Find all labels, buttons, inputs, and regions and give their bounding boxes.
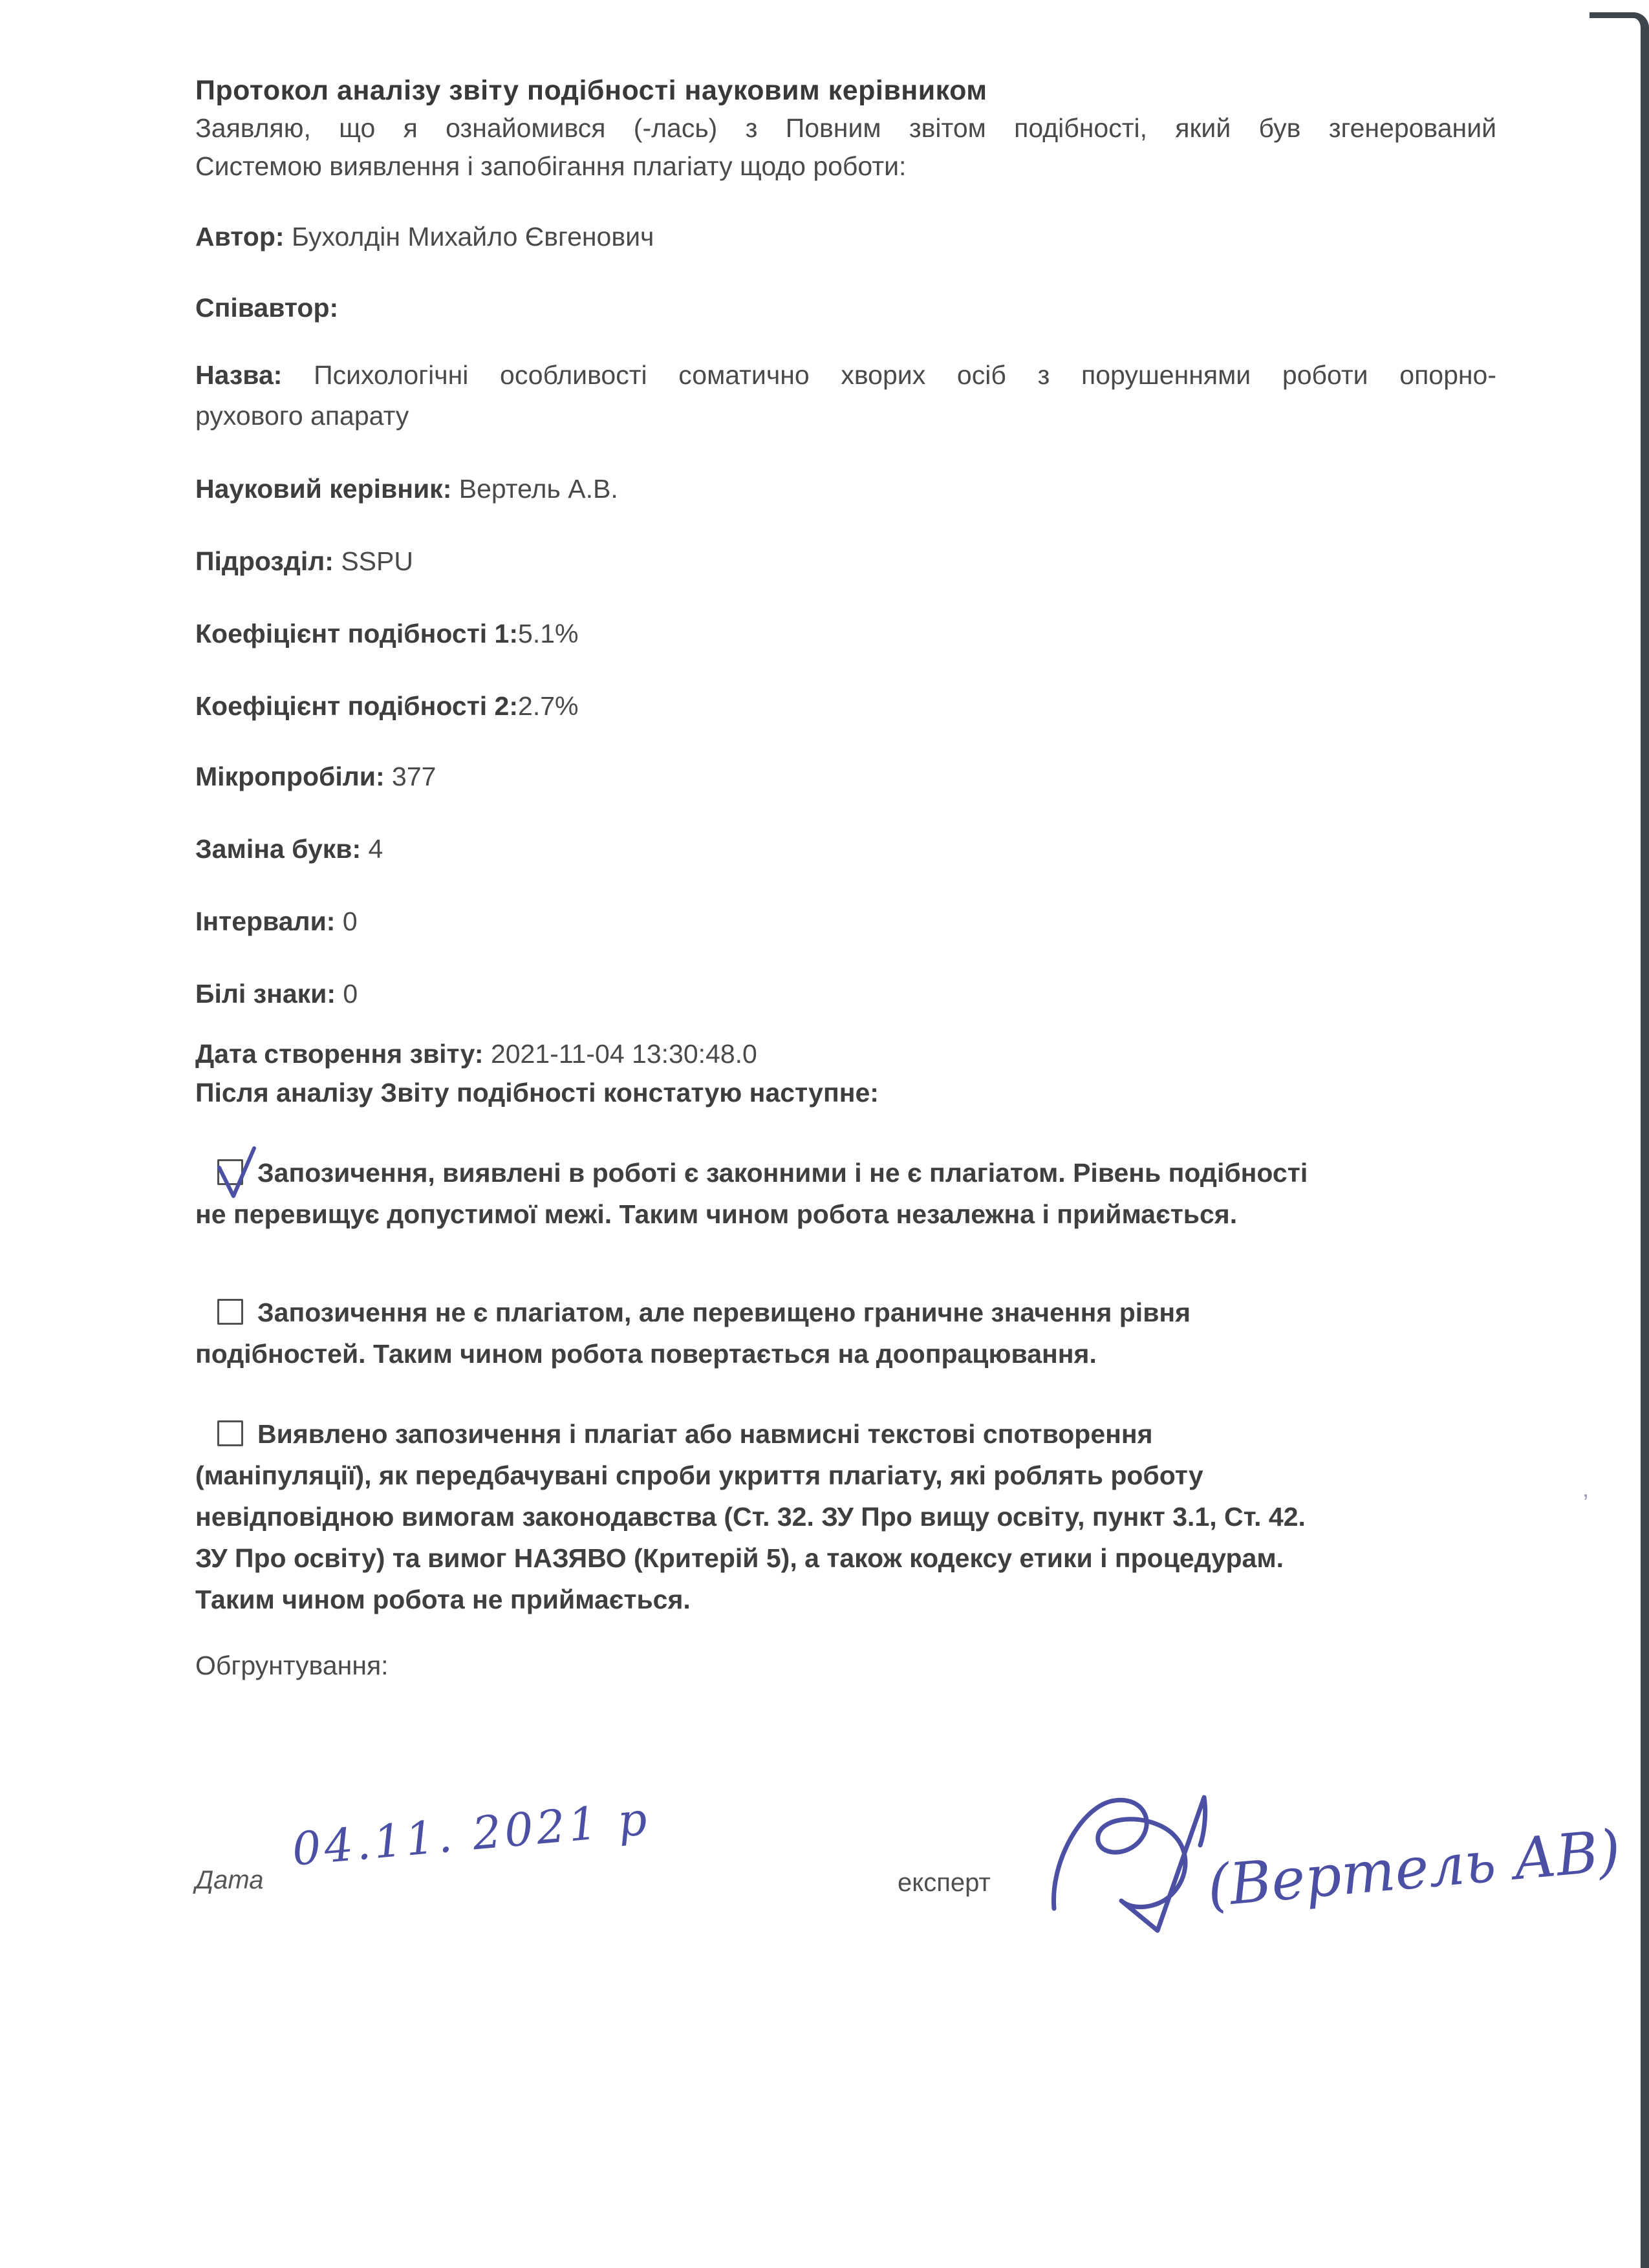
field-coauthor bbox=[195, 290, 1496, 326]
justification-label: Обгрунтування: bbox=[195, 1651, 389, 1680]
field-intervals-label: Інтервали: bbox=[195, 906, 336, 936]
option-legitimate-text1: Запозичення, виявлені в роботі є законними і не є плагіатом. Рівень подібності bbox=[257, 1158, 1308, 1188]
field-letter-substitution-value: 4 bbox=[361, 834, 383, 864]
signature bbox=[1033, 1771, 1641, 1972]
field-microspaces-value: 377 bbox=[384, 762, 436, 791]
checkbox-option-3[interactable] bbox=[217, 1420, 243, 1446]
field-coefficient-2-value: 2.7% bbox=[518, 691, 579, 721]
stray-pen-mark: ʼ bbox=[1583, 1491, 1589, 1518]
field-coefficient-1-label: Коефіцієнт подібності 1: bbox=[195, 619, 519, 648]
checkbox-option-2[interactable] bbox=[217, 1299, 243, 1325]
field-report-date-value: 2021-11-04 13:30:48.0 bbox=[483, 1039, 757, 1069]
field-coefficient-2-label: Коефіцієнт подібності 2: bbox=[195, 691, 519, 721]
signature-name-text: (Вертель АВ) bbox=[1204, 1817, 1623, 1920]
field-author-label: Автор: bbox=[195, 222, 285, 251]
option-plagiarism bbox=[195, 1413, 1496, 1620]
field-white-signs-value: 0 bbox=[336, 979, 358, 1009]
intro-line-2: Системою виявлення і запобігання плагіату щодо роботи: bbox=[195, 151, 907, 181]
field-coefficient-2 bbox=[195, 688, 1496, 724]
field-report-date-label: Дата створення звіту: bbox=[195, 1039, 484, 1069]
option-exceeded-text1: Запозичення не є плагіатом, але перевищено граничне значення рівня bbox=[257, 1298, 1191, 1327]
field-author-value: Бухолдін Михайло Євгенович bbox=[284, 222, 654, 251]
field-unit-value: SSPU bbox=[333, 546, 413, 576]
field-supervisor bbox=[195, 471, 1496, 507]
option-plagiarism-text4: ЗУ Про освіту) та вимог НАЗЯВО (Критерій 5), а також кодексу етики і процедурам. bbox=[195, 1543, 1284, 1573]
field-letter-substitution bbox=[195, 831, 1496, 867]
field-white-signs bbox=[195, 976, 1496, 1012]
date-label: Дата bbox=[195, 1866, 264, 1894]
field-coauthor-label: Співавтор: bbox=[195, 293, 339, 323]
field-work-title-label: Назва: bbox=[195, 360, 283, 390]
field-microspaces-label: Мікропробіли: bbox=[195, 762, 385, 791]
field-intervals-value: 0 bbox=[335, 906, 358, 936]
checkbox-option-1[interactable] bbox=[217, 1159, 243, 1185]
field-work-title-line2: рухового апарату bbox=[195, 401, 409, 431]
option-legitimate bbox=[195, 1152, 1496, 1235]
field-work-title-line1: Психологічні особливості соматично хворих осіб з порушеннями роботи опорно- bbox=[282, 360, 1496, 390]
field-coefficient-1 bbox=[195, 615, 1496, 652]
field-letter-substitution-label: Заміна букв: bbox=[195, 834, 361, 864]
checkmark-icon bbox=[214, 1140, 259, 1200]
field-author bbox=[195, 219, 1496, 255]
field-work-title bbox=[195, 357, 1496, 393]
option-legitimate-text2: не перевищує допустимої межі. Таким чином робота незалежна і приймається. bbox=[195, 1199, 1238, 1229]
field-unit bbox=[195, 543, 1496, 579]
expert-label: експерт bbox=[898, 1868, 991, 1897]
field-report-date bbox=[195, 1036, 1496, 1072]
option-exceeded-text2: подібностей. Таким чином робота повертається на доопрацювання. bbox=[195, 1339, 1097, 1369]
option-plagiarism-text3: невідповідною вимогам законодавства (Ст. 32. ЗУ Про вищу освіту, пункт 3.1, Ст. 42. bbox=[195, 1502, 1306, 1532]
intro-line-1: Заявляю, що я ознайомився (-лась) з Повним звітом подібності, який був згенерований bbox=[195, 113, 1496, 143]
field-intervals bbox=[195, 903, 1496, 939]
option-plagiarism-text5: Таким чином робота не приймається. bbox=[195, 1585, 691, 1614]
option-exceeded-line1 bbox=[195, 1292, 1496, 1333]
field-supervisor-label: Науковий керівник: bbox=[195, 474, 452, 504]
field-coefficient-1-value: 5.1% bbox=[518, 619, 579, 648]
option-plagiarism-line1 bbox=[195, 1413, 1496, 1455]
field-white-signs-label: Білі знаки: bbox=[195, 979, 336, 1009]
field-unit-label: Підрозділ: bbox=[195, 546, 334, 576]
field-microspaces bbox=[195, 758, 1496, 795]
option-plagiarism-text1: Виявлено запозичення і плагіат або навмисні текстові спотворення bbox=[257, 1419, 1153, 1449]
option-exceeded bbox=[195, 1292, 1496, 1375]
statement-heading: Після аналізу Звіту подібності констатую наступне: bbox=[195, 1078, 879, 1107]
handwritten-date: 04.11. 2021 р bbox=[290, 1792, 652, 1876]
signature-flourish bbox=[1053, 1797, 1205, 1931]
field-supervisor-value: Вертель А.В. bbox=[451, 474, 618, 504]
document-title: Протокол аналізу звіту подібності науковим керівником bbox=[195, 75, 987, 106]
option-plagiarism-text2: (маніпуляції), як передбачувані спроби укриття плагіату, які роблять роботу bbox=[195, 1460, 1203, 1490]
option-legitimate-line1 bbox=[195, 1152, 1496, 1193]
